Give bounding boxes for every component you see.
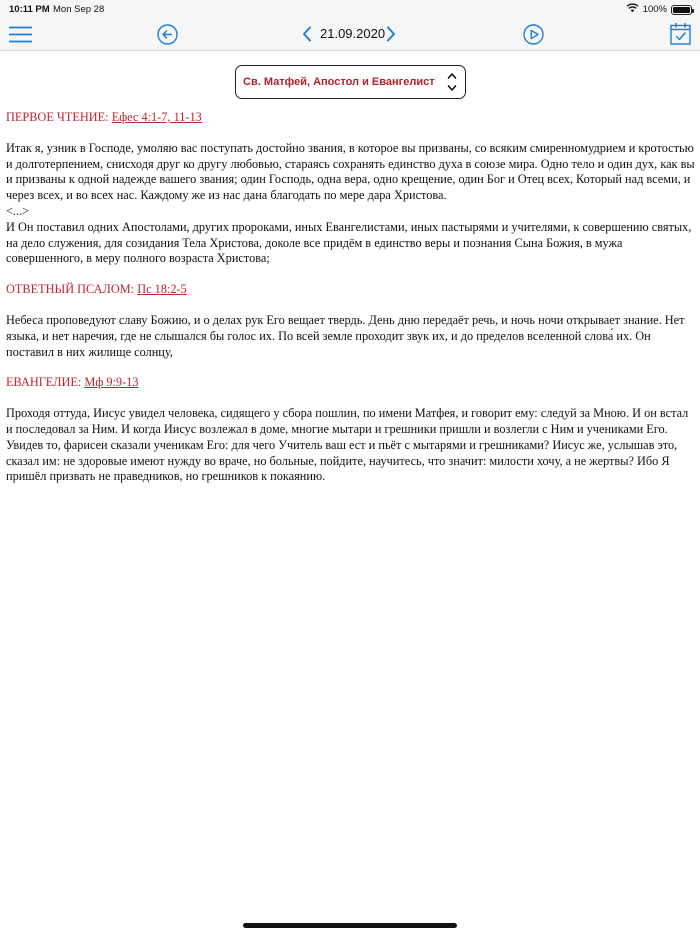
status-date: Mon Sep 28 <box>53 4 105 15</box>
gospel-heading <box>6 375 696 391</box>
first-reading-heading <box>6 110 696 126</box>
readings-content <box>6 110 696 485</box>
battery-icon <box>671 5 692 15</box>
circle-play-icon[interactable] <box>522 23 544 45</box>
home-indicator[interactable] <box>243 923 457 928</box>
wifi-icon <box>626 3 639 16</box>
current-date[interactable]: 21.09.2020 <box>320 26 386 41</box>
first-reading-text: Итак я, узник в Господе, умоляю вас поступать достойно звания, в которое вы призваны, со всяким смиренномудрием и кротостью и долготерпением, снисходя друг ко другу любовью, стараясь сохранять единство духа в союзе мира. Одно тело и один дух, как вы и призваны к одной надежде вашего звания; один Господь, одна вера, одно крещение, один Бог и Отец всех, Который над всеми, и через всех, и во всех нас. Каждому же из нас дана благодать по мере дара Христова. <box>6 140 695 203</box>
calendar-check-icon[interactable] <box>669 21 691 46</box>
feast-picker-label: Св. Матфей, Апостол и Евангелист <box>243 76 435 88</box>
gospel-text: Проходя оттуда, Иисус увидел человека, сидящего у сбора пошлин, по имени Матфея, и говорит ему: следуй за Мною. И он встал и последовал за Ним. И когда Иисус возлежал в доме, многие мытари и грешники пришли и возлегли с Ним и учениками Его. Увидев то, фарисеи сказали ученикам Его: для чего Учитель ваш ест и пьёт с мытарями и грешниками? Иисус же, услышав это, сказал им: не здоровые имеют нужду во враче, но больные, пойдите, научитесь, что значит: милости хочу, а не жертвы? Ибо Я пришёл призвать не праведников, но грешников к покаянию. <box>6 406 689 484</box>
psalm-reference-link[interactable]: Пс 18:2-5 <box>137 282 187 297</box>
psalm-title: ОТВЕТНЫЙ ПСАЛОМ: <box>6 282 135 297</box>
chevron-right-icon[interactable] <box>384 25 398 43</box>
navigation-bar <box>0 18 700 51</box>
status-time: 10:11 PM <box>9 4 50 15</box>
omission-marker: <...> <box>6 203 30 218</box>
gospel-title: ЕВАНГЕЛИЕ: <box>6 375 82 390</box>
circle-arrow-left-icon[interactable] <box>156 23 178 45</box>
status-right <box>626 3 692 16</box>
gospel-reference-link[interactable]: Мф 9:9-13 <box>84 375 139 390</box>
first-reading-title: ПЕРВОЕ ЧТЕНИЕ: <box>6 110 109 124</box>
psalm-text: Небеса проповедуют славу Божию, и о делах рук Его вещает твердь. День дню передаёт речь, и ночь ночи открывает знание. Нет языка, и нет наречия, где не слышался бы голос их. По всей земле проходит звук их, и до пределов вселенной слова́ их. Он поставил в них жилище солнцу, <box>6 312 685 359</box>
up-down-chevron-icon <box>447 71 457 98</box>
battery-fill <box>673 7 690 13</box>
battery-percent: 100% <box>642 4 667 15</box>
first-reading-text-continued: И Он поставил одних Апостолами, других пророками, иных Евангелистами, иных пастырями и учителями, к совершению святых, на дело служения, для созидания Тела Христова, доколе все придём в единство веры и познания Сына Божия, в мужа совершенного, в меру полного возраста Христова; <box>6 219 692 266</box>
status-bar <box>0 0 700 18</box>
first-reading-reference-link[interactable]: Ефес 4:1-7, 11-13 <box>111 110 202 124</box>
psalm-heading <box>6 282 696 298</box>
hamburger-menu-icon[interactable] <box>8 25 32 43</box>
feast-picker[interactable] <box>235 65 466 99</box>
chevron-left-icon[interactable] <box>300 25 314 43</box>
